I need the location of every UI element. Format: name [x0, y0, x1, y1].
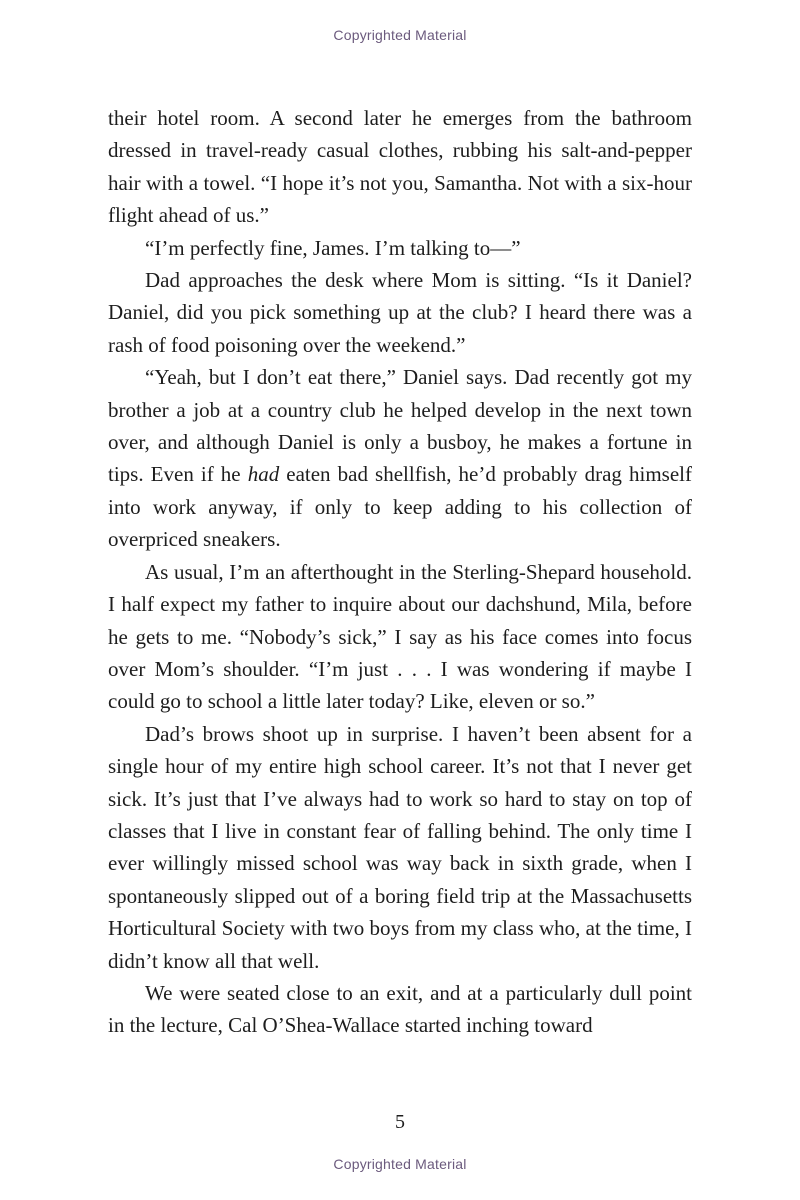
text-run: As usual, I’m an afterthought in the Sterling-Shepard household. I half expect my father to inquire about our dachshund, Mila, before he gets to me. “Nobody’s sick,” I say as his face comes into focus over Mom’s shoulder. “I’m just . . . I was wondering if maybe I could go to school a little later today? Like, eleven or so.”	[108, 559, 692, 714]
text-run: Dad’s brows shoot up in surprise. I haven’t been absent for a single hour of my entire high school career. It’s not that I never get sick. It’s just that I’ve always had to work so hard to stay on top of classes that I live in constant fear of falling behind. The only time I ever willingly missed school was way back in sixth grade, when I spontaneously slipped out of a boring field trip at the Massachusetts Horticultural Society with two boys from my class who, at the time, I didn’t know all that well.	[108, 721, 692, 973]
page-number: 5	[395, 1111, 405, 1133]
text-run: “Yeah, but I don’t eat there,” Daniel says. Dad recently got my brother a job at a country club he helped develop in the next town over, and although Daniel is only a busboy, he makes a fortune in tips. Even if he	[108, 365, 692, 487]
paragraph	[108, 232, 692, 264]
paragraph	[108, 556, 692, 718]
paragraph	[108, 264, 692, 361]
paragraph	[108, 361, 692, 555]
paragraph	[108, 102, 692, 232]
text-run: We were seated close to an exit, and at a particularly dull point in the lecture, Cal O’Shea-Wallace started inching toward	[108, 980, 692, 1038]
copyright-header: Copyrighted Material	[333, 27, 467, 43]
paragraph	[108, 977, 692, 1042]
italic-text-run: had	[247, 462, 280, 487]
text-run: Dad approaches the desk where Mom is sitting. “Is it Daniel? Daniel, did you pick something up at the club? I heard there was a rash of food poisoning over the weekend.”	[108, 268, 692, 357]
text-run: “I’m perfectly fine, James. I’m talking to—”	[145, 235, 521, 260]
paragraph	[108, 718, 692, 977]
copyright-footer: Copyrighted Material	[333, 1156, 467, 1172]
text-run: eaten bad shellfish, he’d probably drag himself into work anyway, if only to keep adding to his collection of overpriced sneakers.	[108, 462, 693, 552]
text-run: their hotel room. A second later he emerges from the bathroom dressed in travel-ready casual clothes, rubbing his salt-and-pepper hair with a towel. “I hope it’s not you, Samantha. Not with a six-hour flight ahead of us.”	[108, 106, 692, 228]
text-block	[108, 102, 692, 1042]
